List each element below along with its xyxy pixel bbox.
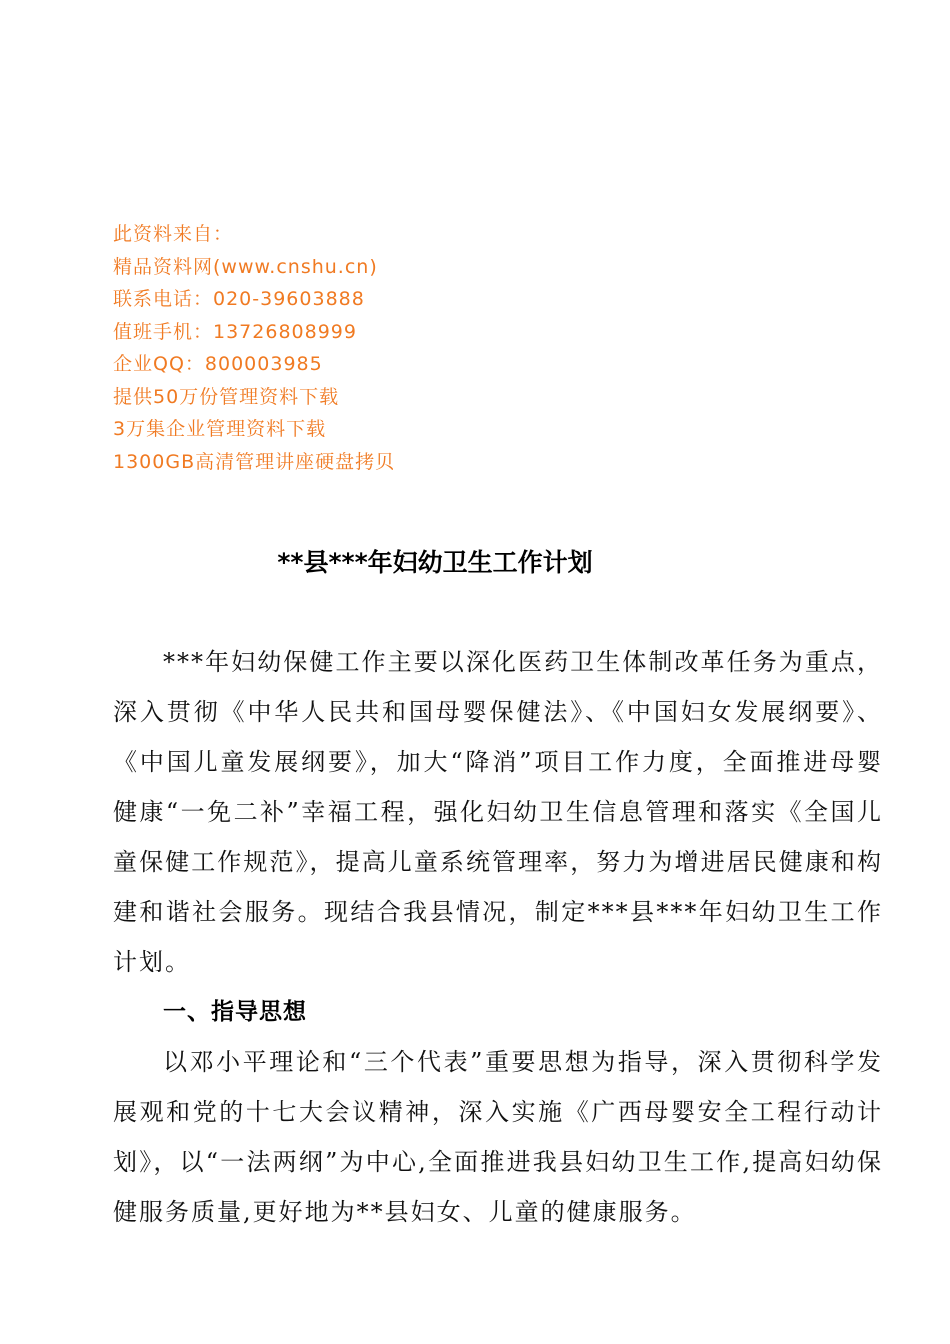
source-line-mobile: 值班手机：13726808999 — [113, 320, 357, 343]
guiding-paragraph-block — [113, 1037, 883, 1237]
source-line-website: 精品资料网(www.cnshu.cn) — [113, 255, 378, 278]
intro-paragraph: ***年妇幼保健工作主要以深化医药卫生体制改革任务为重点，深入贯彻《中华人民共和国母婴保健法》、《中国妇女发展纲要》、《中国儿童发展纲要》，加大“降消”项目工作力度，全面推进母婴健康“一免二补”幸福工程，强化妇幼卫生信息管理和落实《全国儿童保健工作规范》，提高儿童系统管理率，努力为增进居民健康和构建和谐社会服务。现结合我县情况，制定***县***年妇幼卫生工作计划。 — [113, 648, 883, 976]
section-heading-guiding-ideology: 一、指导思想 — [163, 999, 307, 1025]
guiding-paragraph: 以邓小平理论和“三个代表”重要思想为指导，深入贯彻科学发展观和党的十七大会议精神，深入实施《广西母婴安全工程行动计划》，以“一法两纲”为中心,全面推进我县妇幼卫生工作,提高妇幼保健服务质量,更好地为**县妇女、儿童的健康服务。 — [113, 1048, 883, 1226]
source-line-offer-1: 提供50万份管理资料下载 — [113, 385, 340, 408]
source-line-qq: 企业QQ：800003985 — [113, 353, 323, 375]
document-title: **县***年妇幼卫生工作计划 — [277, 548, 593, 577]
source-line-phone: 联系电话：020-39603888 — [113, 288, 365, 310]
source-line-origin: 此资料来自： — [113, 223, 234, 245]
source-line-offer-2: 3万集企业管理资料下载 — [113, 418, 327, 440]
source-info-block — [113, 218, 713, 478]
source-line-offer-3: 1300GB高清管理讲座硬盘拷贝 — [113, 450, 396, 473]
intro-paragraph-block — [113, 637, 883, 987]
